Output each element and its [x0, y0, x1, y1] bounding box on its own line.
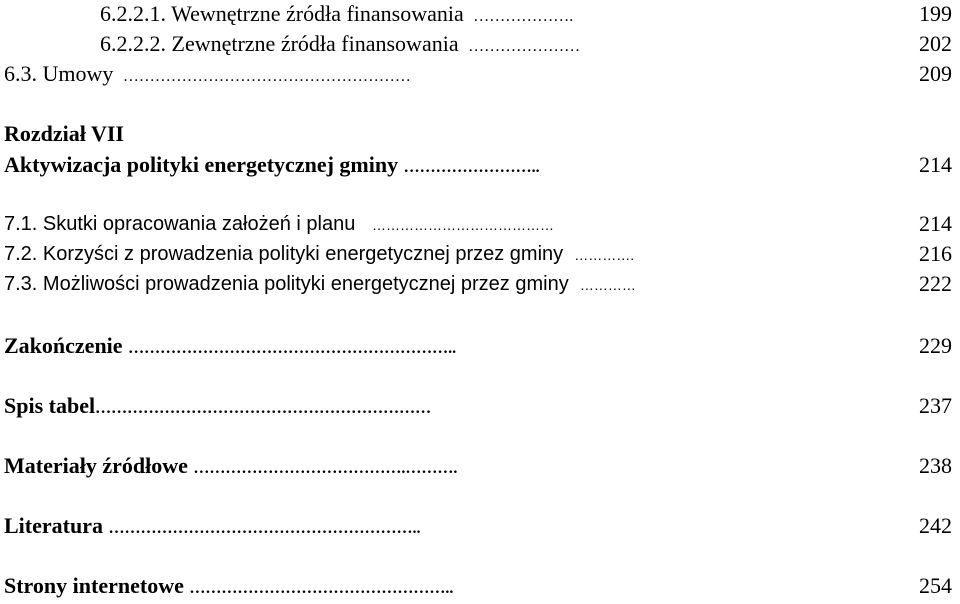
toc-page-number: 214 — [919, 152, 952, 177]
toc-entry-leader: ………………. — [473, 8, 574, 25]
toc-entry-materialy-zrodlowe[interactable] — [4, 453, 457, 482]
toc-entry-leader: ………………………………….………. — [193, 460, 458, 477]
toc-entry-7-1[interactable] — [4, 211, 554, 238]
chapter-label: Rozdział VII — [4, 121, 124, 146]
toc-page-number: 242 — [919, 513, 952, 538]
toc-entry-text: 7.1. Skutki opracowania założeń i planu — [4, 213, 356, 235]
toc-entry-leader: ………… — [579, 277, 636, 293]
toc-page-number: 209 — [919, 61, 952, 86]
toc-entry-leader: ……………………………………………… — [122, 68, 411, 85]
toc-entry-leader: ……………………………………………………… — [95, 400, 432, 417]
toc-entry-7-2[interactable] — [4, 241, 634, 268]
toc-page-number: 202 — [919, 31, 952, 56]
toc-entry-text: Materiały źródłowe — [4, 453, 188, 478]
toc-page-number: 238 — [919, 453, 952, 478]
toc-entry-text: 7.3. Możliwości prowadzenia polityki energetycznej przez gminy — [4, 273, 569, 295]
toc-entry-zakonczenie[interactable] — [4, 333, 456, 362]
toc-entry-text: 6.2.2.1. Wewnętrzne źródła finansowania — [100, 1, 464, 26]
toc-entry-leader: …………………………………………………….. — [128, 340, 457, 357]
toc-entry-spis-tabel[interactable] — [4, 393, 431, 422]
toc-entry-text: Spis tabel — [4, 393, 96, 418]
toc-entry-text: Zakończenie — [4, 333, 123, 358]
toc-entry-6-2-2-2[interactable] — [100, 31, 580, 60]
toc-entry-strony-internetowe[interactable] — [4, 573, 453, 602]
toc-entry-text: 6.2.2.2. Zewnętrzne źródła finansowania — [100, 31, 459, 56]
toc-entry-text: Literatura — [4, 513, 103, 538]
toc-entry-7-3[interactable] — [4, 271, 636, 298]
toc-page-number: 222 — [919, 271, 952, 296]
toc-entry-leader: ………………………………………………….. — [108, 520, 421, 537]
toc-entry-6-3[interactable] — [4, 61, 411, 90]
toc-entry-leader: ………………… — [468, 38, 581, 55]
toc-page-number: 254 — [919, 573, 952, 598]
toc-entry-leader: ………………………………… — [372, 217, 554, 233]
toc-entry-chapter-7[interactable] — [4, 152, 540, 181]
toc-entry-leader: …………. — [574, 247, 635, 263]
toc-entry-6-2-2-1[interactable] — [100, 1, 573, 30]
toc-entry-literatura[interactable] — [4, 513, 420, 542]
toc-entry-text: 6.3. Umowy — [4, 61, 114, 86]
toc-page-number: 216 — [919, 241, 952, 266]
toc-page-number: 237 — [919, 393, 952, 418]
toc-entry-leader: …………………….. — [403, 159, 540, 176]
toc-page-number: 199 — [919, 1, 952, 26]
toc-entry-text: Aktywizacja polityki energetycznej gminy — [4, 152, 399, 177]
toc-entry-text: Strony internetowe — [4, 573, 184, 598]
toc-page-number: 229 — [919, 333, 952, 358]
toc-page-number: 214 — [919, 211, 952, 236]
toc-entry-leader: ………………………………………….. — [189, 580, 454, 597]
toc-entry-text: 7.2. Korzyści z prowadzenia polityki energetycznej przez gminy — [4, 243, 564, 265]
